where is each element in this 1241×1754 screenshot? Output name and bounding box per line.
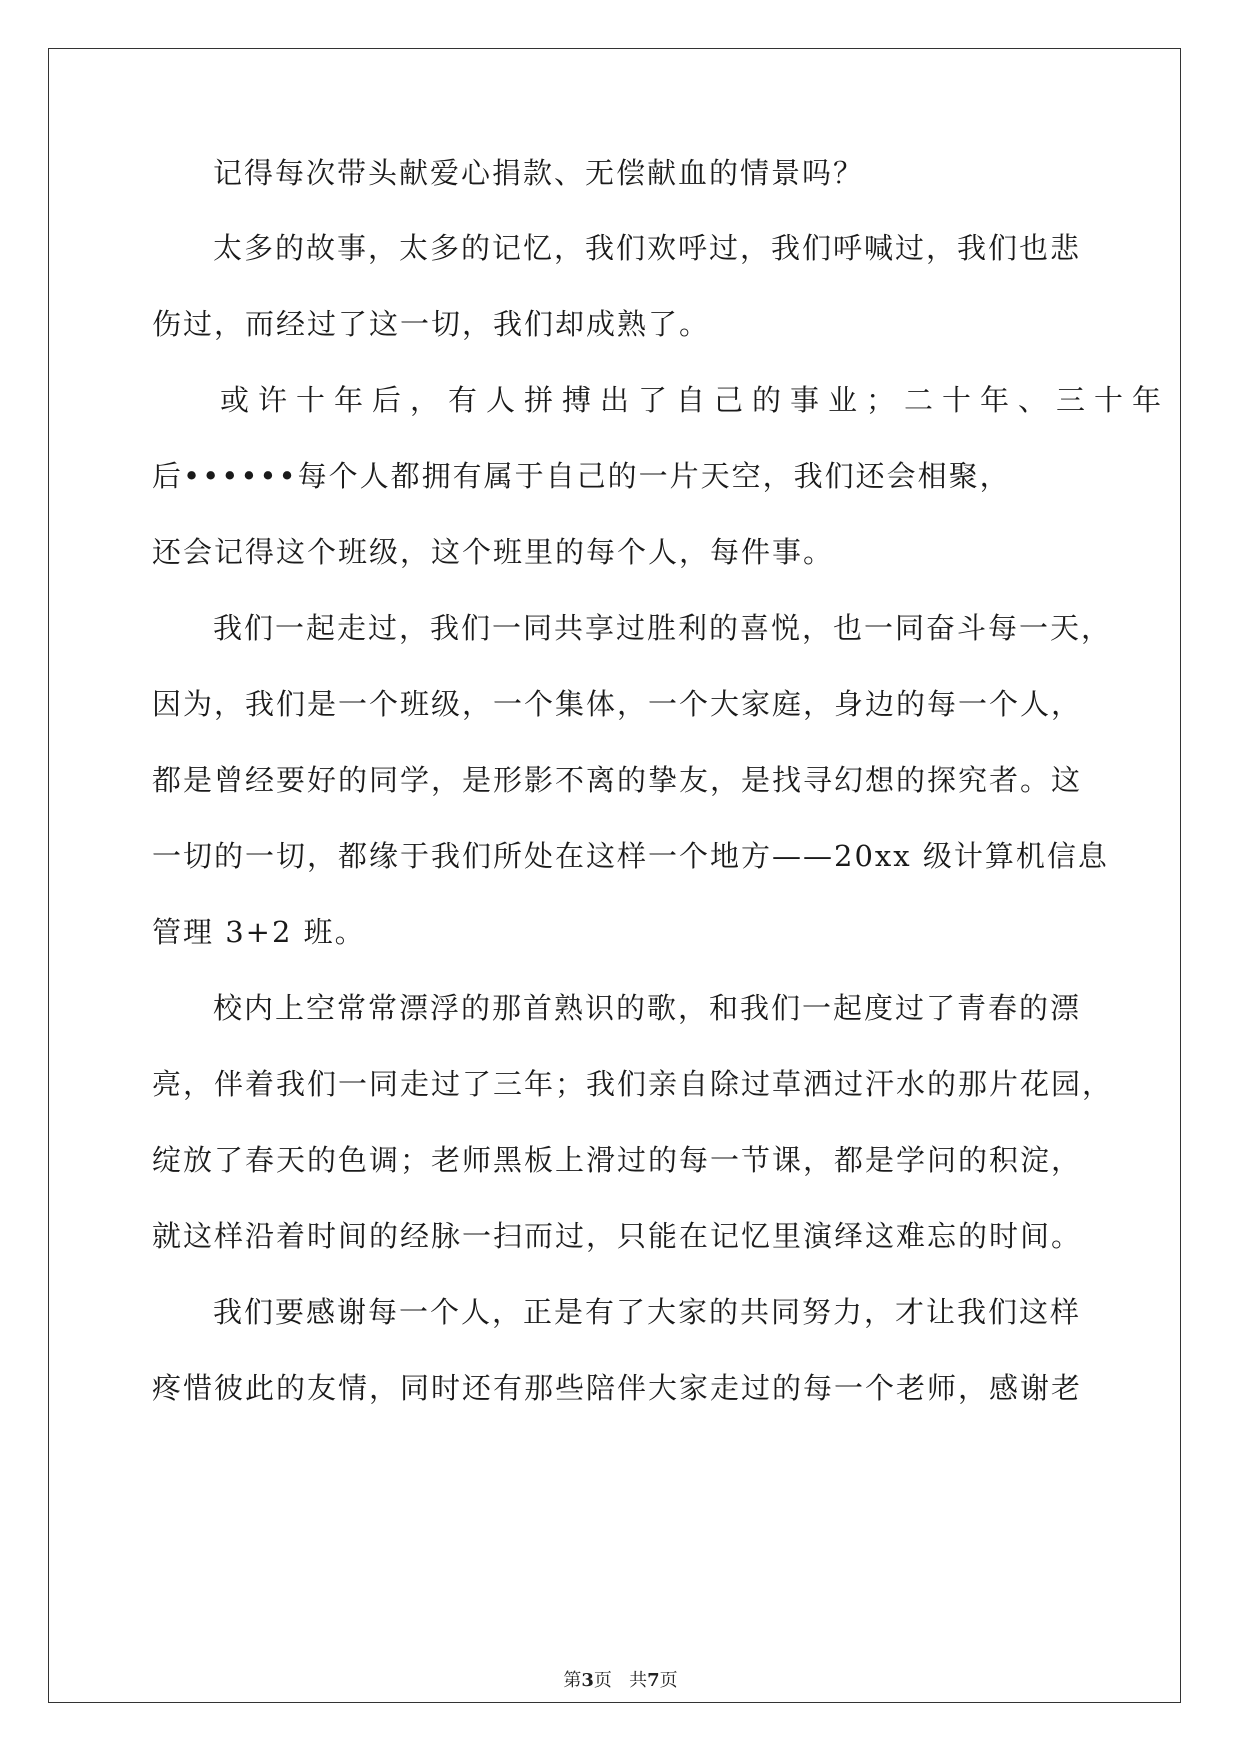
total-page-number: 7 [647,1670,660,1691]
paragraph-line: 太多的故事，太多的记忆，我们欢呼过，我们呼喊过，我们也悲 [213,231,1082,265]
paragraph-line: 疼惜彼此的友情，同时还有那些陪伴大家走过的每一个老师，感谢老 [152,1371,1083,1405]
current-page-number: 3 [581,1670,594,1691]
footer-suffix: 页 [659,1670,678,1691]
paragraph-line: 后••••••每个人都拥有属于自己的一片天空，我们还会相聚， [152,459,1011,493]
paragraph-line: 我们一起走过，我们一同共享过胜利的喜悦，也一同奋斗每一天， [213,611,1113,645]
paragraph-line: 伤过，而经过了这一切，我们却成熟了。 [152,307,711,341]
paragraph-line: 就这样沿着时间的经脉一扫而过，只能在记忆里演绎这难忘的时间。 [152,1219,1083,1253]
paragraph-line: 我们要感谢每一个人，正是有了大家的共同努力，才让我们这样 [213,1295,1082,1329]
paragraph-line: 绽放了春天的色调；老师黑板上滑过的每一节课，都是学问的积淀， [152,1143,1083,1177]
page-footer [0,1670,1241,1692]
paragraph-line: 记得每次带头献爱心捐款、无偿献血的情景吗？ [213,156,865,190]
paragraph-line: 都是曾经要好的同学，是形影不离的挚友，是找寻幻想的探究者。这 [152,763,1083,797]
paragraph-line: 还会记得这个班级，这个班里的每个人，每件事。 [152,535,835,569]
footer-mid: 页 共 [593,1670,648,1691]
paragraph-line: 或许十年后，有人拼搏出了自己的事业；二十年、三十年 [220,383,1171,417]
paragraph-line: 亮，伴着我们一同走过了三年；我们亲自除过草洒过汗水的那片花园， [152,1067,1114,1101]
paragraph-line: 校内上空常常漂浮的那首熟识的歌，和我们一起度过了青春的漂 [213,991,1082,1025]
paragraph-line: 因为，我们是一个班级，一个集体，一个大家庭，身边的每一个人， [152,687,1083,721]
paragraph-line: 管理 3+2 班。 [152,915,366,949]
footer-prefix: 第 [563,1670,582,1691]
paragraph-line: 一切的一切，都缘于我们所处在这样一个地方——20xx 级计算机信息 [152,839,1109,873]
